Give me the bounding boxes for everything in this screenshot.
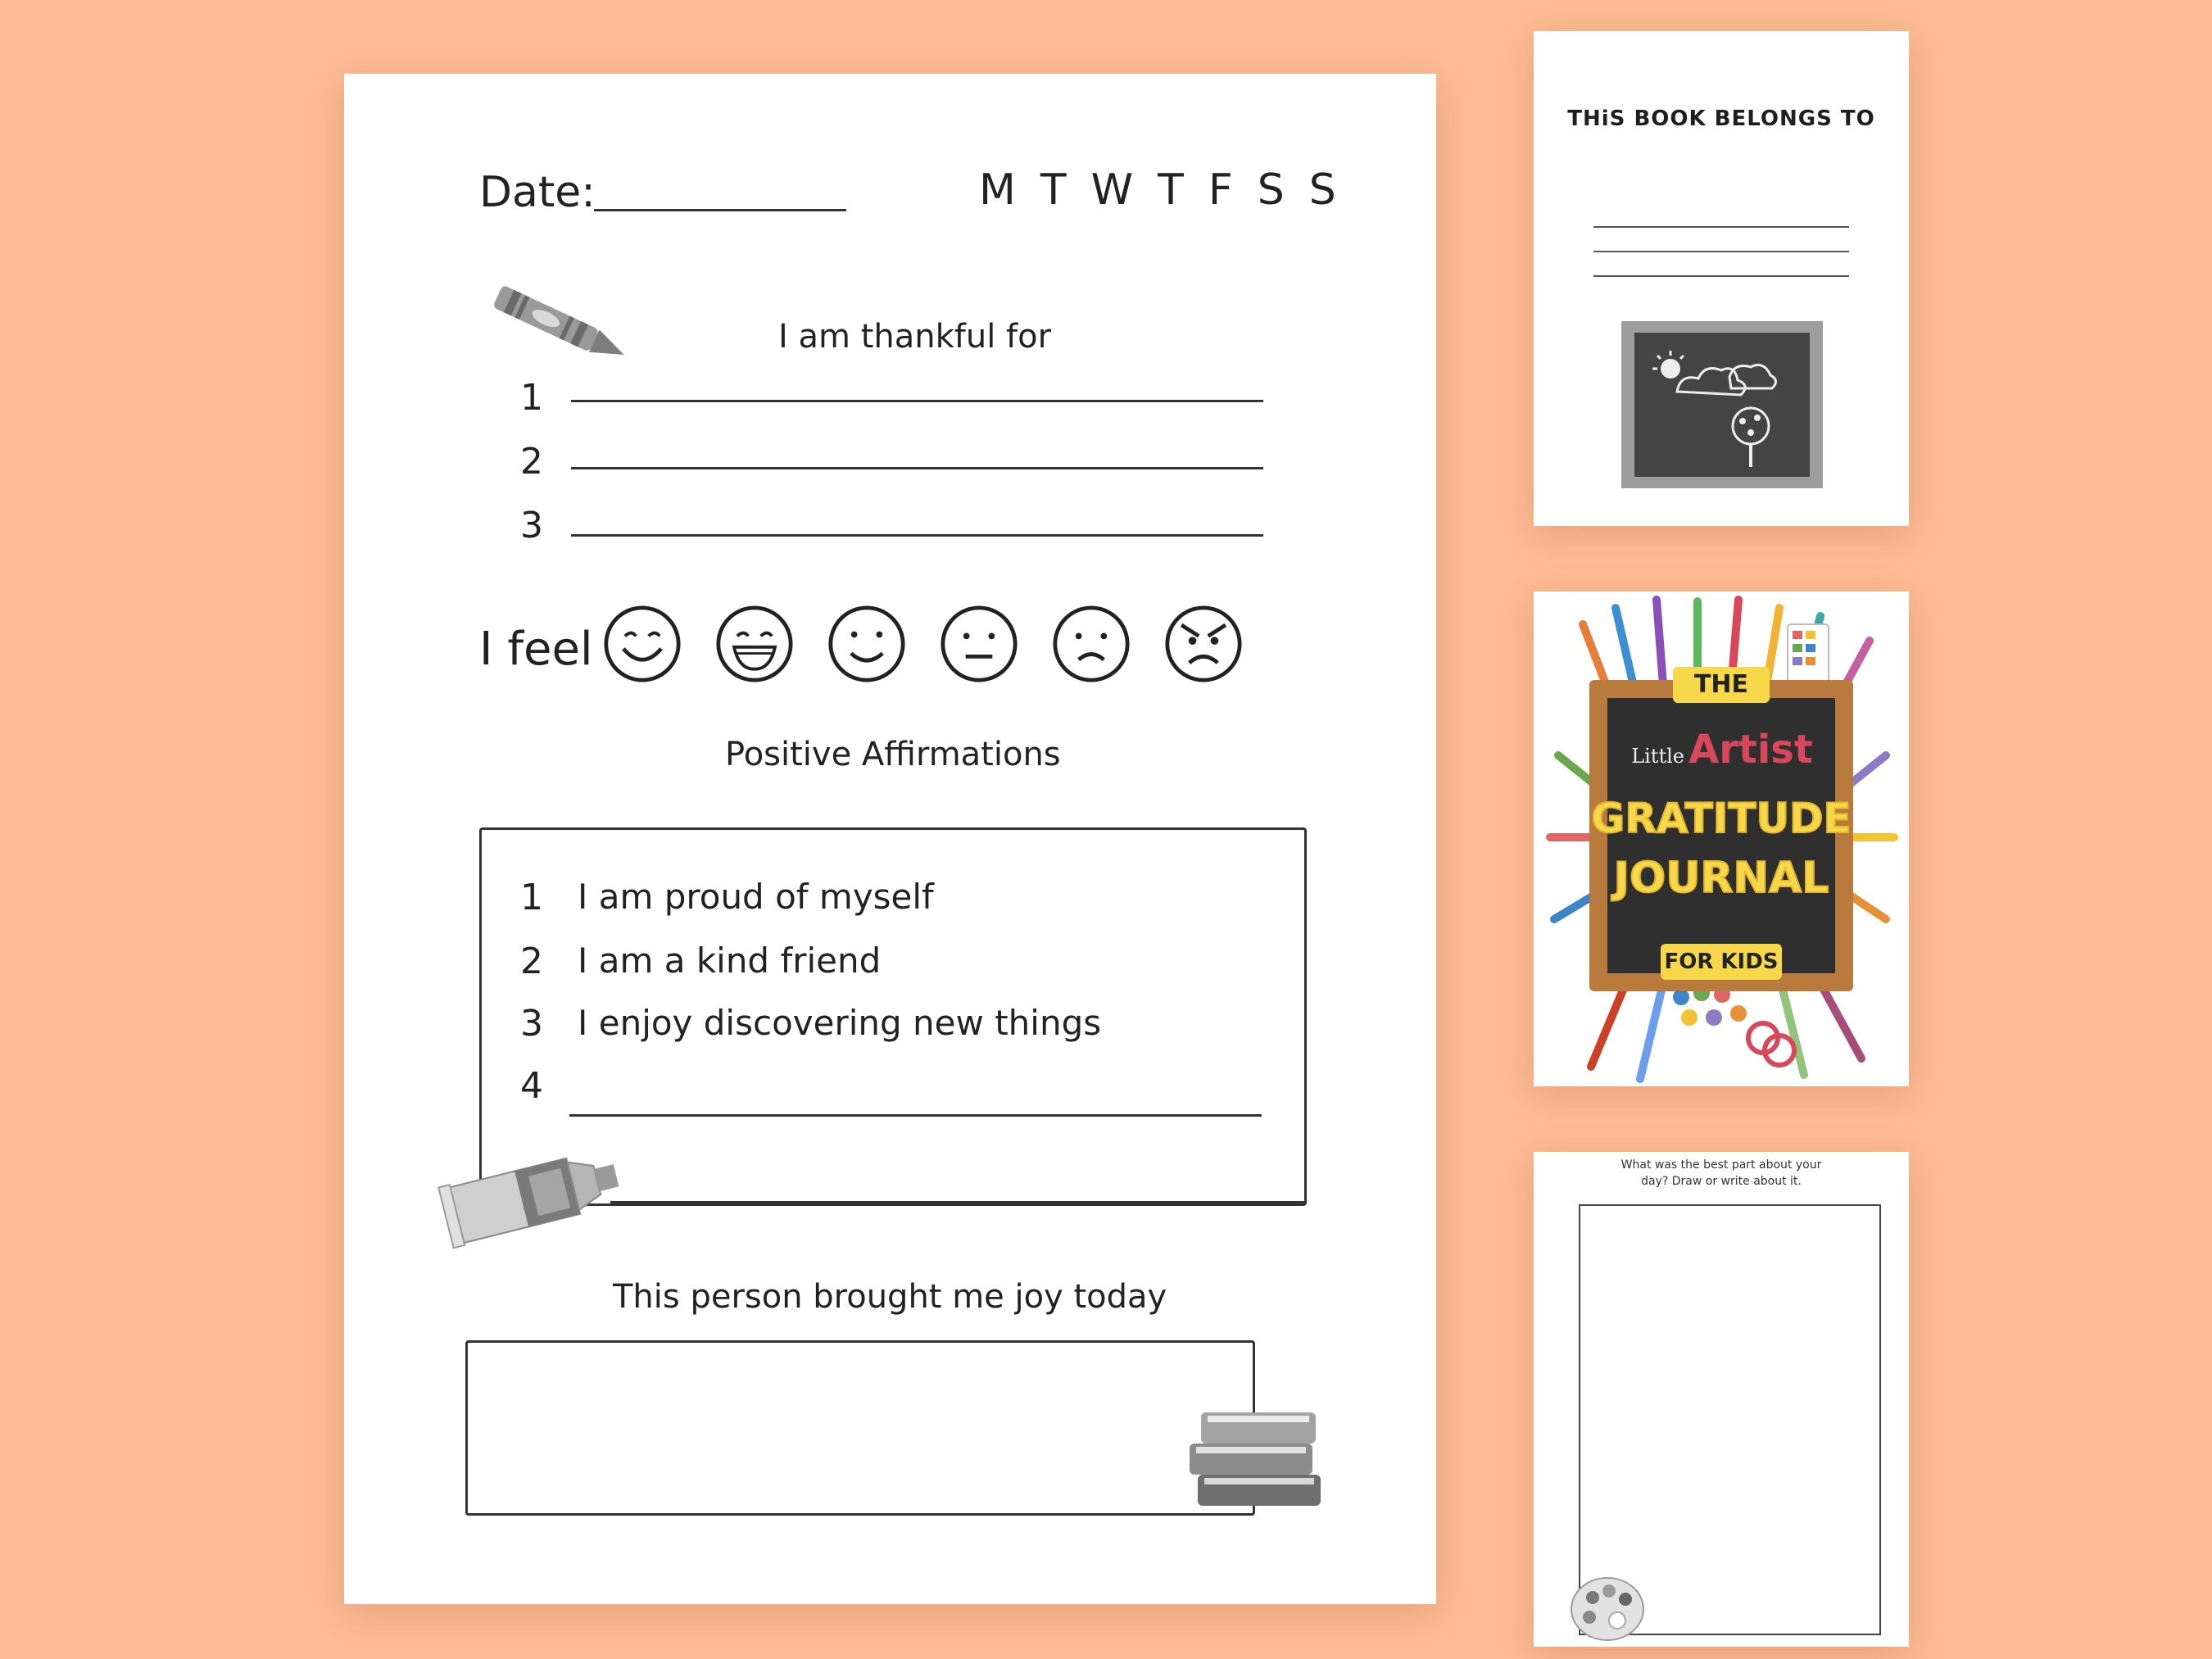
joy-title: This person brought me joy today	[613, 1278, 1167, 1316]
date-label: Date:	[479, 168, 596, 217]
weekday-mon[interactable]: M	[979, 165, 1016, 215]
weekday-sun[interactable]: S	[1308, 165, 1336, 215]
affirmation-text-3: I enjoy discovering new things	[578, 1003, 1102, 1043]
thankful-line-2[interactable]	[571, 467, 1263, 469]
grinning-face-icon[interactable]	[715, 605, 794, 683]
affirmation-number-3: 3	[520, 1003, 543, 1045]
draw-prompt-line-1: What was the best part about your	[1620, 1158, 1822, 1172]
date-line	[594, 209, 846, 211]
affirmations-title: Positive Affirmations	[725, 736, 1061, 773]
draw-prompt	[1534, 1157, 1909, 1190]
cover-artist: Artist	[1688, 727, 1813, 773]
affirmation-number-1: 1	[520, 877, 543, 918]
thankful-number-2: 2	[520, 441, 543, 483]
cover-for-kids: FOR KIDS	[1661, 944, 1782, 980]
draw-page-thumbnail[interactable]	[1534, 1152, 1909, 1647]
cover-little: Little	[1631, 745, 1684, 768]
slight-smile-face-icon[interactable]	[827, 605, 906, 683]
thankful-number-1: 1	[520, 377, 543, 419]
draw-prompt-line-2: day? Draw or write about it.	[1641, 1175, 1802, 1188]
cover-journal: JOURNAL	[1613, 854, 1829, 903]
affirmation-text-2: I am a kind friend	[578, 941, 882, 981]
journal-page	[344, 74, 1436, 1604]
weekday-fri[interactable]: F	[1208, 165, 1233, 215]
weekday-row	[979, 165, 1336, 215]
name-line-2	[1593, 251, 1849, 252]
cover-little-artist	[1616, 727, 1829, 773]
cover-the: THE	[1673, 667, 1770, 703]
name-line-1	[1593, 226, 1849, 228]
chalkboard-icon	[1620, 320, 1824, 490]
cover-page-thumbnail[interactable]	[1534, 592, 1909, 1086]
thankful-line-3[interactable]	[571, 534, 1263, 537]
thankful-line-1[interactable]	[571, 400, 1263, 402]
sad-face-icon[interactable]	[1052, 605, 1131, 683]
weekday-sat[interactable]: S	[1257, 165, 1285, 215]
paint-tube-icon	[434, 1131, 631, 1253]
affirmation-line-4[interactable]	[569, 1114, 1262, 1117]
affirmation-number-2: 2	[520, 941, 543, 982]
name-line-3	[1593, 275, 1849, 277]
weekday-wed[interactable]: W	[1090, 165, 1134, 215]
affirmation-number-4: 4	[520, 1065, 543, 1107]
thankful-title: I am thankful for	[778, 318, 1052, 356]
belongs-page-thumbnail[interactable]	[1534, 31, 1909, 526]
affirmation-text-1: I am proud of myself	[578, 877, 934, 917]
joy-box[interactable]	[465, 1340, 1255, 1516]
books-stack-icon	[1180, 1393, 1335, 1516]
paint-palette-icon	[1566, 1570, 1648, 1643]
weekday-tue[interactable]: T	[1040, 165, 1067, 215]
cover-gratitude: GRATITUDE	[1591, 795, 1852, 842]
feel-label: I feel	[479, 623, 593, 676]
smiling-face-icon[interactable]	[603, 605, 682, 683]
affirmation-extra-line[interactable]	[610, 1201, 1307, 1203]
belongs-title: THiS BOOK BELONGS TO	[1567, 107, 1875, 131]
neutral-face-icon[interactable]	[940, 605, 1018, 683]
thankful-number-3: 3	[520, 505, 543, 546]
weekday-thu[interactable]: T	[1158, 165, 1184, 215]
crayon-icon	[475, 279, 639, 369]
angry-face-icon[interactable]	[1164, 605, 1243, 683]
